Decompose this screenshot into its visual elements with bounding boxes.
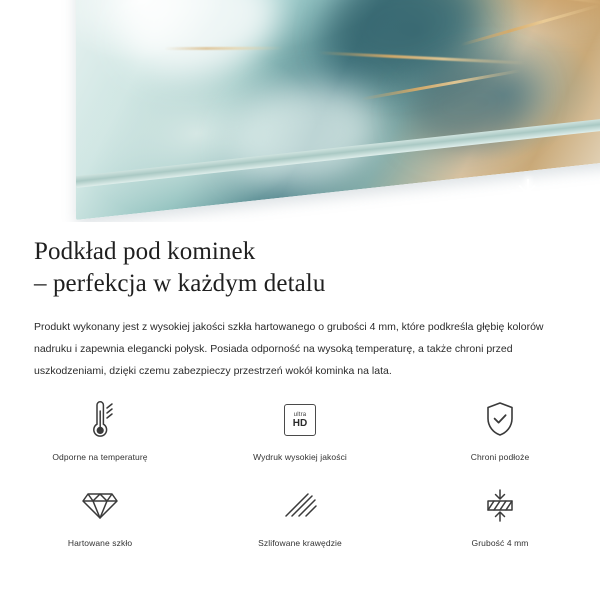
- feature-label: Hartowane szkło: [67, 538, 133, 548]
- feature-label: Szlifowane krawędzie: [258, 538, 342, 548]
- feature-label: Chroni podłoże: [470, 452, 530, 462]
- feature-grid: [0, 392, 600, 564]
- feature-item-tempered-glass: [0, 478, 200, 564]
- page-title-line-1: Podkład pod kominek: [34, 238, 256, 265]
- ultra-hd-bottom-label: HD: [292, 417, 308, 429]
- feature-item-surface-protection: [400, 392, 600, 478]
- feature-label: Wydruk wysokiej jakości: [253, 452, 347, 462]
- diamond-icon: [81, 484, 119, 528]
- description-paragraph: Produkt wykonany jest z wysokiej jakości szkła hartowanego o grubości 4 mm, które podkreśla głębię kolorów nadruku i zapewnia elegancki połysk. Posiada odporność na wysoką temperaturę, a także chroni przed uszkodzeniami, dzięki czemu zabezpieczy przestrzeń wokół kominka na lata.: [34, 321, 544, 377]
- page-title: [0, 222, 600, 300]
- ultra-hd-top-label: ultra: [293, 411, 307, 418]
- feature-label: Grubość 4 mm: [471, 538, 529, 548]
- thickness-icon: [480, 484, 520, 528]
- polished-edge-icon: [282, 484, 318, 528]
- text-content: [0, 222, 600, 382]
- feature-item-thickness: [400, 478, 600, 564]
- page-title-line-2: – perfekcja w każdym detalu: [34, 270, 326, 297]
- shield-check-icon: [483, 398, 517, 442]
- hero-image: [0, 0, 600, 222]
- feature-label: Odporne na temperaturę: [52, 452, 148, 462]
- sparkle-highlight-diagonal: [512, 178, 542, 208]
- ultra-hd-icon: [284, 398, 316, 442]
- feature-item-temperature: [0, 392, 200, 478]
- feature-item-print-quality: [200, 392, 400, 478]
- thermometer-icon: [83, 398, 117, 442]
- feature-item-polished-edges: [200, 478, 400, 564]
